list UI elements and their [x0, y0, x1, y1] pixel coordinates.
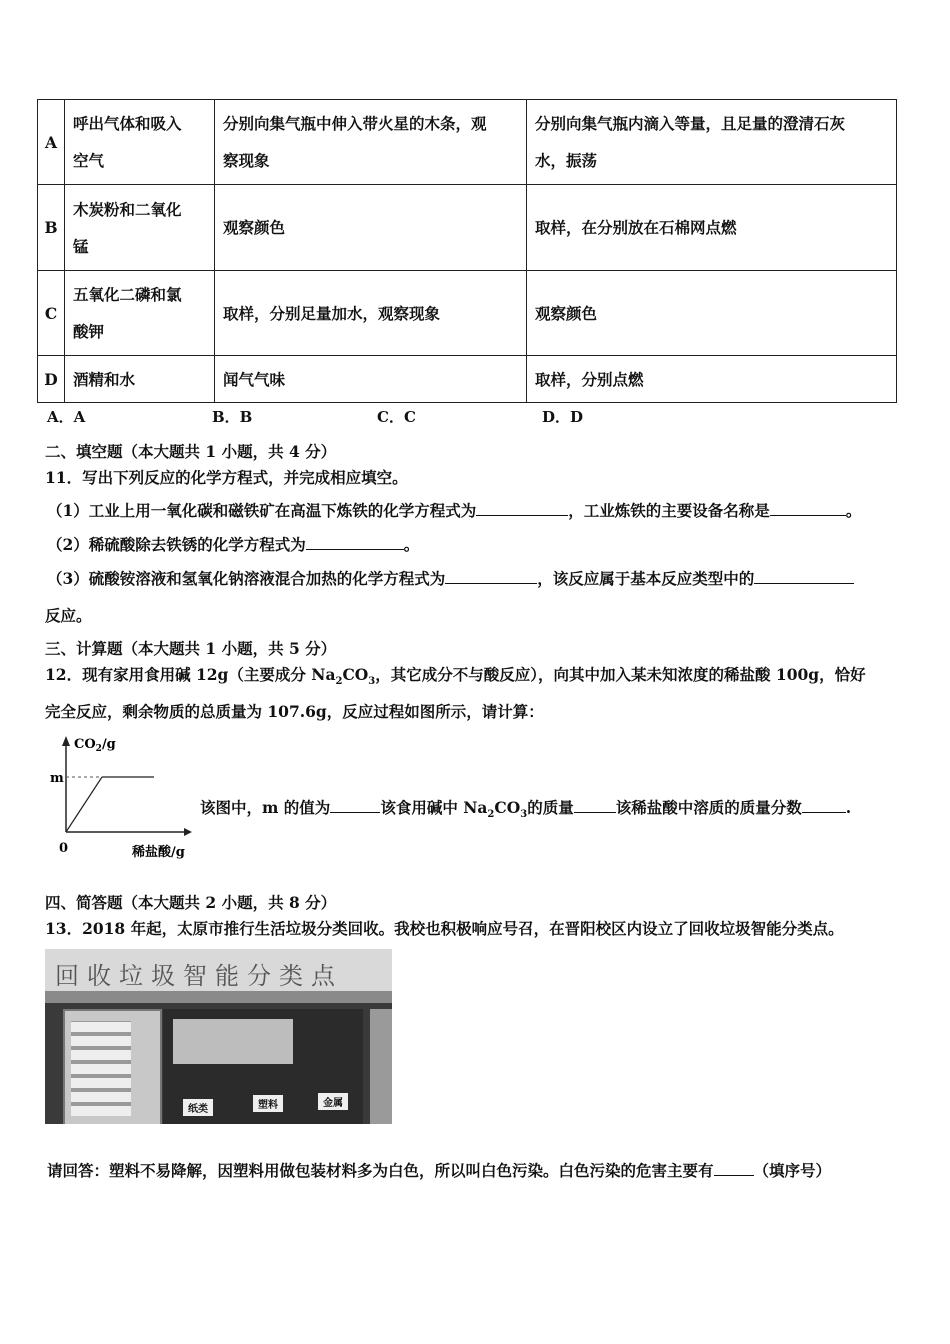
choice-d[interactable]: D．D [542, 408, 584, 426]
answer-blank[interactable] [306, 533, 404, 550]
section4-heading: 四、简答题（本大题共 2 小题，共 8 分） [45, 893, 337, 912]
section2-heading: 二、填空题（本大题共 1 小题，共 4 分） [45, 442, 337, 461]
cell-text: 分别向集气瓶中伸入带火星的木条，观 [223, 114, 487, 133]
answer-blank[interactable] [476, 499, 568, 516]
cell-text: 闻气气味 [223, 369, 286, 389]
q11-part3-end: 反应。 [45, 606, 92, 625]
cell-text: 取样，分别点燃 [535, 369, 644, 389]
cell-text: 五氧化二磷和氯 [73, 285, 182, 304]
section3-heading: 三、计算题（本大题共 1 小题，共 5 分） [45, 639, 337, 658]
table-row [38, 271, 897, 356]
table-row [38, 185, 897, 271]
x-axis-arrow [184, 828, 192, 836]
bin-label-metal: 金属 [318, 1093, 348, 1110]
row-label: B [38, 185, 65, 271]
answer-blank[interactable] [574, 796, 616, 813]
row-label: A [38, 100, 65, 185]
cell-text: 木炭粉和二氧化 [73, 199, 182, 219]
cell-text: 酸钾 [73, 322, 105, 341]
co2-graph [44, 732, 204, 862]
q13-answer-prompt: 请回答：塑料不易降解，因塑料用做包装材料多为白色，所以叫白色污染。白色污染的危害主要有 （填序号） [47, 1161, 832, 1180]
origin-label: 0 [59, 841, 69, 856]
q12-fill-in: 该图中，m 的值为 该食用碱中 $Na_2CO_3$的质量 该稀盐酸中溶质的质量分数 . [200, 798, 852, 821]
sorting-bins [163, 1009, 363, 1124]
cell-text: 观察颜色 [223, 218, 286, 237]
cell-text: 分别向集气瓶内滴入等量，且足量的澄清石灰 [535, 114, 846, 133]
cell-text: 水，振荡 [535, 151, 598, 170]
x-axis-label: 稀盐酸/g [132, 845, 185, 860]
table-row [38, 100, 897, 185]
q11-part3: （3）硫酸铵溶液和氢氧化钠溶液混合加热的化学方程式为 ，该反应属于基本反应类型中的 [47, 567, 854, 589]
cell-text: 取样，分别足量加水，观察现象 [223, 303, 441, 323]
rising-line [66, 777, 102, 832]
answer-blank[interactable] [802, 796, 846, 813]
choice-b[interactable]: B．B [212, 408, 253, 426]
answer-blank[interactable] [714, 1159, 754, 1176]
cell-text: 察现象 [223, 151, 270, 170]
vending-machine [63, 1009, 162, 1124]
cell-text: 锰 [73, 236, 89, 256]
answer-blank[interactable] [770, 499, 846, 516]
cell-text: 空气 [73, 151, 105, 170]
question-13: 13．2018 年起，太原市推行生活垃圾分类回收。我校也积极响应号召，在晋阳校区内设立了回收垃圾智能分类点。 [45, 919, 844, 938]
table-row [38, 356, 897, 403]
cell-text: 呼出气体和吸入 [73, 114, 182, 133]
answer-blank[interactable] [330, 796, 380, 813]
cell-text: 观察颜色 [535, 303, 598, 323]
row-label: C [38, 271, 65, 356]
photo-banner [45, 949, 392, 991]
bin-label-paper: 纸类 [183, 1099, 213, 1116]
y-axis-label: $CO_2/g$ [74, 737, 116, 754]
y-axis-arrow [62, 736, 70, 746]
cell-text: 酒精和水 [73, 369, 136, 389]
m-label: m [50, 771, 64, 786]
answer-blank[interactable] [445, 567, 537, 584]
options-table [37, 99, 897, 403]
cell-text: 取样，在分别放在石棉网点燃 [535, 218, 737, 237]
q11-part1: （1）工业上用一氧化碳和磁铁矿在高温下炼铁的化学方程式为 ，工业炼铁的主要设备名称是 。 [47, 501, 862, 520]
question-11: 11．写出下列反应的化学方程式，并完成相应填空。 [45, 468, 408, 487]
recycling-station-photo [45, 949, 392, 1124]
answer-blank[interactable] [754, 567, 854, 584]
banner-text: 回收垃圾智能分类点 [55, 962, 343, 990]
question-12: 12．现有家用食用碱 12g（主要成分 $Na_2CO_3$，其它成分不与酸反应），向其中加入某未知浓度的稀盐酸 100g，恰好 [45, 665, 866, 688]
question-12-cont: 完全反应，剩余物质的总质量为 107.6g，反应过程如图所示，请计算： [45, 702, 544, 721]
row-label: D [38, 356, 65, 403]
bin-label-plastic: 塑料 [253, 1095, 283, 1112]
q11-part2: （2）稀硫酸除去铁锈的化学方程式为 。 [47, 535, 420, 554]
choice-a[interactable]: A．A [47, 408, 86, 426]
choice-c[interactable]: C．C [377, 408, 416, 426]
